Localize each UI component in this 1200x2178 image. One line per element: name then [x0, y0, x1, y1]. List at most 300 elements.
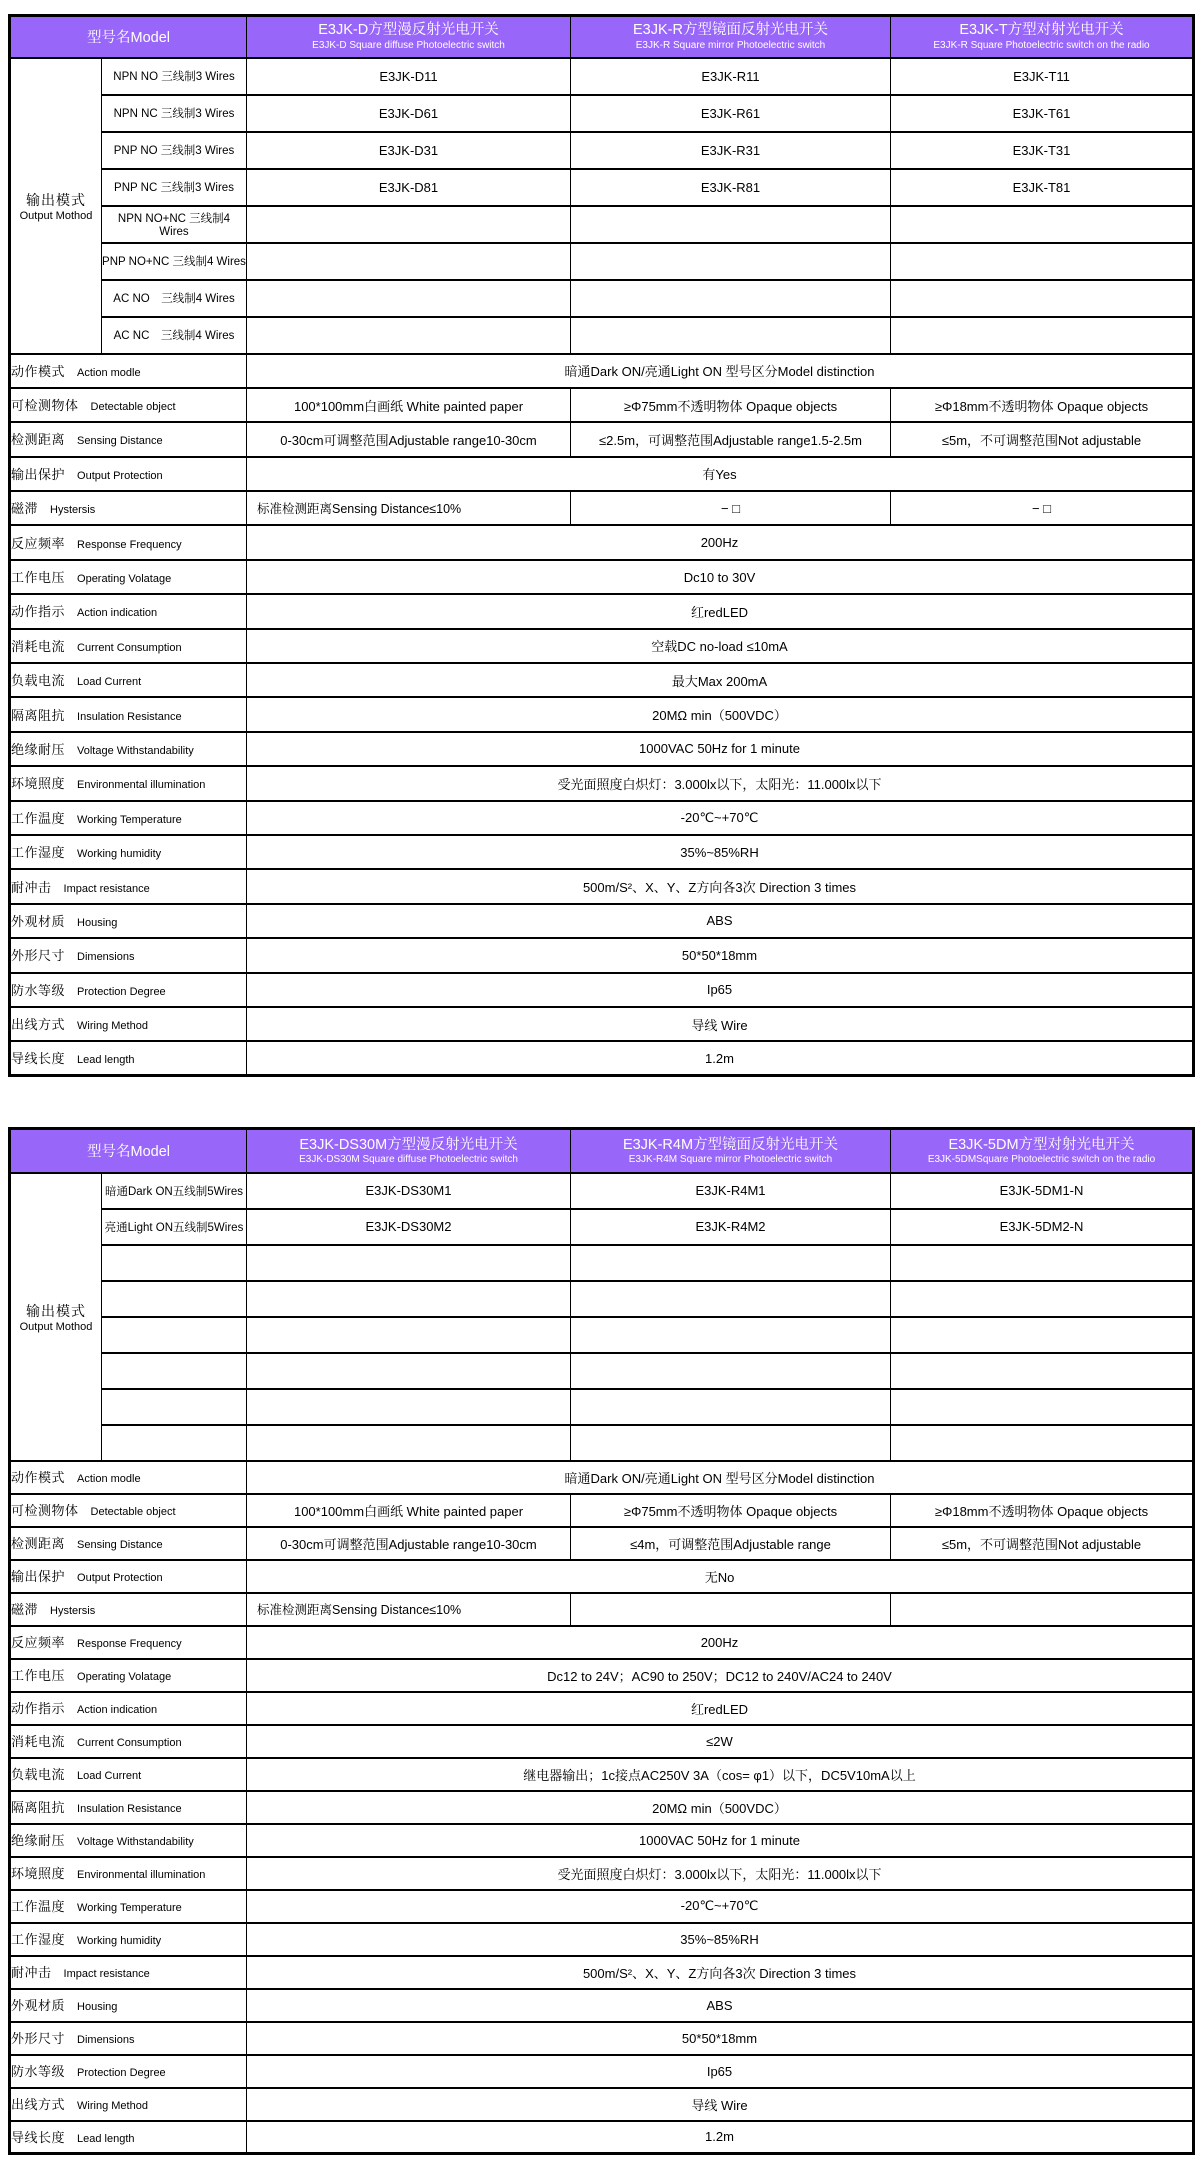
spec-label-zh: 绝缘耐压	[11, 1833, 66, 1849]
spec-row	[10, 938, 1194, 972]
column-title-zh: E3JK-5DM方型对射光电开关	[948, 1136, 1135, 1153]
spec-label-zh: 工作电压	[11, 570, 66, 586]
model-number-cell	[247, 206, 571, 243]
spec-label-zh: 负载电流	[11, 1767, 66, 1783]
model-number-cell	[247, 317, 571, 354]
spec-row	[10, 766, 1194, 800]
spec-label-zh: 检测距离	[11, 432, 66, 448]
output-mode-row	[10, 1317, 1194, 1353]
spec-value-cell: 最大Max 200mA	[247, 663, 1194, 697]
spec-label-cell	[10, 2088, 247, 2121]
spec-label-cell	[10, 869, 247, 903]
spec-row	[10, 869, 1194, 903]
spec-label-en: Working Temperature	[77, 813, 182, 826]
model-number-cell	[247, 1317, 571, 1353]
spec-label-en: Dimensions	[77, 951, 135, 964]
model-number-cell	[571, 1389, 891, 1425]
spec-value-cell: 200Hz	[247, 1626, 1194, 1659]
model-number-cell: E3JK-R61	[571, 95, 891, 132]
output-mode-group-cell	[10, 58, 102, 354]
model-number-cell: E3JK-T11	[891, 58, 1194, 95]
spec-label-en: Working Temperature	[77, 1902, 182, 1915]
spec-label-zh: 工作湿度	[11, 845, 66, 861]
column-title-en: E3JK-DS30M Square diffuse Photoelectric switch	[299, 1154, 518, 1166]
spec-value-cell: 空载DC no-load ≤10mA	[247, 629, 1194, 663]
spec-label-cell	[10, 491, 247, 525]
model-number-cell	[247, 243, 571, 280]
model-number-cell	[891, 1425, 1194, 1461]
spec-value-cell: -20℃~+70℃	[247, 801, 1194, 835]
output-mode-row	[10, 169, 1194, 206]
spec-label-zh: 磁滞	[11, 1602, 39, 1618]
model-number-cell: E3JK-5DM2-N	[891, 1209, 1194, 1245]
spec-label-cell	[10, 938, 247, 972]
spec-label-cell	[10, 1527, 247, 1560]
output-mode-row	[10, 1245, 1194, 1281]
spec-label-cell	[10, 801, 247, 835]
spec-row	[10, 1857, 1194, 1890]
model-number-cell: E3JK-R31	[571, 132, 891, 169]
spec-row	[10, 1791, 1194, 1824]
spec-value-cell: Ip65	[247, 973, 1194, 1007]
spec-label-en: Voltage Withstandability	[77, 1836, 194, 1849]
output-mode-row	[10, 280, 1194, 317]
output-mode-row	[10, 243, 1194, 280]
column-title-zh: E3JK-D方型漫反射光电开关	[318, 22, 499, 39]
spec-label-zh: 可检测物体	[11, 1503, 79, 1519]
spec-value-cell: Dc12 to 24V；AC90 to 250V；DC12 to 240V/AC24 to 240V	[247, 1659, 1194, 1692]
model-number-cell: E3JK-5DM1-N	[891, 1173, 1194, 1209]
spec-row	[10, 1593, 1194, 1626]
spec-label-zh: 可检测物体	[11, 398, 79, 414]
column-title-en: E3JK-R Square mirror Photoelectric switch	[635, 40, 826, 52]
spec-label-en: Lead length	[77, 1054, 135, 1067]
spec-label-en: Hystersis	[50, 1605, 96, 1618]
model-number-cell: E3JK-D11	[247, 58, 571, 95]
output-mode-row-label	[102, 1389, 247, 1425]
model-number-cell	[891, 1353, 1194, 1389]
output-mode-row-label: NPN NC 三线制3 Wires	[102, 95, 247, 132]
output-mode-row-label: 亮通Light ON五线制5Wires	[102, 1209, 247, 1245]
spec-value-cell: 50*50*18mm	[247, 2022, 1194, 2055]
spec-row	[10, 1725, 1194, 1758]
spec-row	[10, 1461, 1194, 1494]
spec-label-cell	[10, 1824, 247, 1857]
spec-label-zh: 动作指示	[11, 604, 66, 620]
spec-label-zh: 外观材质	[11, 1998, 66, 2014]
model-number-cell	[891, 280, 1194, 317]
model-number-cell: E3JK-D31	[247, 132, 571, 169]
spec-value-cell: 继电器输出；1c接点AC250V 3A（cos= φ1）以下，DC5V10mA以上	[247, 1758, 1194, 1791]
output-mode-row	[10, 1425, 1194, 1461]
spec-label-cell	[10, 1007, 247, 1041]
spec-label-cell	[10, 1725, 247, 1758]
model-number-cell	[571, 317, 891, 354]
spec-value-cell: 50*50*18mm	[247, 938, 1194, 972]
spec-label-en: Operating Volatage	[77, 1671, 172, 1684]
spec-label-cell	[10, 525, 247, 559]
spec-label-cell	[10, 766, 247, 800]
model-number-cell	[247, 1245, 571, 1281]
spec-label-cell	[10, 629, 247, 663]
output-mode-row	[10, 1209, 1194, 1245]
spec-label-zh: 外观材质	[11, 913, 66, 929]
spec-label-en: Sensing Distance	[77, 435, 163, 448]
model-number-cell	[891, 1245, 1194, 1281]
spec-value-cell: 20MΩ min（500VDC）	[247, 1791, 1194, 1824]
spec-label-zh: 输出保护	[11, 1569, 66, 1585]
spec-row	[10, 2055, 1194, 2088]
model-number-cell	[891, 206, 1194, 243]
spec-row	[10, 1989, 1194, 2022]
spec-row	[10, 1659, 1194, 1692]
spec-label-en: Response Frequency	[77, 1638, 182, 1651]
column-title-en: E3JK-D Square diffuse Photoelectric switch	[312, 40, 505, 52]
output-mode-row-label: PNP NO+NC 三线制4 Wires	[102, 243, 247, 280]
spec-label-zh: 防水等级	[11, 2064, 66, 2080]
spec-label-en: Load Current	[77, 676, 142, 689]
output-mode-row-label: NPN NO 三线制3 Wires	[102, 58, 247, 95]
model-number-cell: E3JK-D61	[247, 95, 571, 132]
product-column-header	[891, 1129, 1194, 1173]
output-mode-row-label: PNP NO 三线制3 Wires	[102, 132, 247, 169]
spec-label-en: Working humidity	[77, 1935, 162, 1948]
spec-label-cell	[10, 1791, 247, 1824]
spec-label-zh: 出线方式	[11, 1017, 66, 1033]
spec-row	[10, 594, 1194, 628]
spec-label-zh: 隔离阻抗	[11, 707, 66, 723]
spec-row	[10, 1923, 1194, 1956]
spec-label-cell	[10, 354, 247, 388]
product-column-header	[571, 1129, 891, 1173]
spec-row	[10, 525, 1194, 559]
spec-label-zh: 动作模式	[11, 1470, 66, 1486]
spec-label-cell	[10, 422, 247, 456]
column-title-zh: E3JK-R4M方型镜面反射光电开关	[622, 1136, 839, 1153]
spec-table	[8, 14, 1195, 1077]
spec-table-2-section	[8, 1077, 1192, 2175]
spec-label-cell	[10, 2022, 247, 2055]
spec-row	[10, 1527, 1194, 1560]
model-number-cell	[571, 1281, 891, 1317]
spec-value-cell: ≤2W	[247, 1725, 1194, 1758]
spec-value-cell: 有Yes	[247, 457, 1194, 491]
spec-label-zh: 导线长度	[11, 2129, 66, 2145]
spec-value-cell: 受光面照度白炽灯：3.000lx以下，太阳光：11.000lx以下	[247, 1857, 1194, 1890]
spec-value-cell: ≥Φ75mm不透明物体 Opaque objects	[571, 388, 891, 422]
output-mode-row-label: PNP NC 三线制3 Wires	[102, 169, 247, 206]
spec-value-cell: 标准检测距离Sensing Distance≤10%	[247, 1593, 571, 1626]
spec-value-cell: 1000VAC 50Hz for 1 minute	[247, 732, 1194, 766]
spec-label-en: Wiring Method	[77, 2100, 148, 2113]
model-number-cell: E3JK-DS30M1	[247, 1173, 571, 1209]
spec-label-cell	[10, 663, 247, 697]
spec-label-zh: 反应频率	[11, 1635, 66, 1651]
output-mode-row-label	[102, 1245, 247, 1281]
column-title-en: E3JK-5DMSquare Photoelectric switch on the radio	[927, 1154, 1156, 1166]
spec-row	[10, 1758, 1194, 1791]
model-number-cell: E3JK-T61	[891, 95, 1194, 132]
spec-row	[10, 697, 1194, 731]
spec-value-cell: 1.2m	[247, 1041, 1194, 1075]
spec-label-zh: 隔离阻抗	[11, 1800, 66, 1816]
spec-row	[10, 354, 1194, 388]
spec-row	[10, 1560, 1194, 1593]
spec-label-zh: 负载电流	[11, 673, 66, 689]
spec-row	[10, 1626, 1194, 1659]
spec-row	[10, 1890, 1194, 1923]
spec-label-en: Operating Volatage	[77, 573, 172, 586]
spec-row	[10, 1007, 1194, 1041]
spec-value-cell	[891, 1593, 1194, 1626]
spec-label-cell	[10, 1041, 247, 1075]
spec-table	[8, 1127, 1195, 2155]
spec-label-cell	[10, 2121, 247, 2154]
spec-row	[10, 801, 1194, 835]
spec-label-cell	[10, 1923, 247, 1956]
output-mode-row	[10, 132, 1194, 169]
spec-table-1-section	[8, 0, 1192, 1077]
spec-value-cell: − □	[571, 491, 891, 525]
output-mode-row	[10, 1389, 1194, 1425]
spec-value-cell: -20℃~+70℃	[247, 1890, 1194, 1923]
spec-value-cell: ABS	[247, 904, 1194, 938]
spec-label-zh: 动作模式	[11, 363, 66, 379]
spec-row	[10, 904, 1194, 938]
spec-value-cell: 20MΩ min（500VDC）	[247, 697, 1194, 731]
spec-label-cell	[10, 457, 247, 491]
spec-label-zh: 消耗电流	[11, 1734, 66, 1750]
product-column-header	[891, 16, 1194, 58]
model-number-cell	[571, 1425, 891, 1461]
spec-row	[10, 491, 1194, 525]
spec-value-cell: 红redLED	[247, 1692, 1194, 1725]
spec-value-cell: 0-30cm可调整范围Adjustable range10-30cm	[247, 422, 571, 456]
spec-label-en: Housing	[77, 916, 118, 929]
spec-label-en: Protection Degree	[77, 2067, 166, 2080]
spec-label-cell	[10, 560, 247, 594]
spec-label-zh: 消耗电流	[11, 638, 66, 654]
spec-label-en: Wiring Method	[77, 1020, 148, 1033]
spec-value-cell: 导线 Wire	[247, 2088, 1194, 2121]
spec-row	[10, 2022, 1194, 2055]
spec-row	[10, 973, 1194, 1007]
output-mode-row	[10, 58, 1194, 95]
spec-label-en: Working humidity	[77, 848, 162, 861]
spec-label-cell	[10, 1560, 247, 1593]
model-number-cell	[247, 1353, 571, 1389]
spec-value-cell: ≥Φ18mm不透明物体 Opaque objects	[891, 388, 1194, 422]
model-number-cell	[571, 1353, 891, 1389]
spec-label-en: Detectable object	[90, 401, 176, 414]
output-mode-label-zh: 输出模式	[26, 1302, 86, 1319]
spec-label-zh: 磁滞	[11, 501, 39, 517]
model-number-cell	[571, 1317, 891, 1353]
spec-row	[10, 1956, 1194, 1989]
output-mode-label-zh: 输出模式	[26, 191, 86, 208]
spec-label-cell	[10, 973, 247, 1007]
spec-label-cell	[10, 697, 247, 731]
spec-row	[10, 2088, 1194, 2121]
model-number-cell: E3JK-R81	[571, 169, 891, 206]
model-number-cell: E3JK-R4M2	[571, 1209, 891, 1245]
spec-row	[10, 732, 1194, 766]
spec-label-cell	[10, 1890, 247, 1923]
spec-label-zh: 检测距离	[11, 1536, 66, 1552]
column-title-en: E3JK-R Square Photoelectric switch on the radio	[933, 40, 1150, 52]
product-column-header	[247, 16, 571, 58]
model-number-cell	[247, 1389, 571, 1425]
spec-label-en: Action modle	[77, 1473, 141, 1486]
model-number-cell: E3JK-D81	[247, 169, 571, 206]
spec-value-cell: 1.2m	[247, 2121, 1194, 2154]
spec-label-en: Current Consumption	[77, 1737, 182, 1750]
spec-label-zh: 环境照度	[11, 776, 66, 792]
spec-label-zh: 工作温度	[11, 1899, 66, 1915]
spec-label-cell	[10, 1956, 247, 1989]
spec-value-cell: 100*100mm白画纸 White painted paper	[247, 388, 571, 422]
header-row	[10, 1129, 1194, 1173]
spec-value-cell: 500m/S²、X、Y、Z方向各3次 Direction 3 times	[247, 869, 1194, 903]
model-number-cell	[247, 280, 571, 317]
spec-value-cell: 无No	[247, 1560, 1194, 1593]
output-mode-row-label: NPN NO+NC 三线制4 Wires	[102, 206, 247, 243]
model-number-cell	[891, 1389, 1194, 1425]
spec-label-en: Detectable object	[90, 1506, 176, 1519]
spec-row	[10, 1494, 1194, 1527]
spec-value-cell: − □	[891, 491, 1194, 525]
spec-row	[10, 457, 1194, 491]
spec-label-zh: 外形尺寸	[11, 948, 66, 964]
spec-row	[10, 422, 1194, 456]
column-title-zh: E3JK-R方型镜面反射光电开关	[633, 22, 828, 39]
model-number-cell	[247, 1425, 571, 1461]
spec-value-cell: 导线 Wire	[247, 1007, 1194, 1041]
spec-label-en: Impact resistance	[63, 882, 150, 895]
spec-value-cell: Ip65	[247, 2055, 1194, 2088]
spec-value-cell: 0-30cm可调整范围Adjustable range10-30cm	[247, 1527, 571, 1560]
model-number-cell	[247, 1281, 571, 1317]
output-mode-row	[10, 206, 1194, 243]
spec-label-en: Output Protection	[77, 469, 163, 482]
output-mode-label-en: Output Mothod	[19, 1320, 93, 1333]
model-number-cell	[891, 243, 1194, 280]
spec-value-cell: ≤4m，可调整范围Adjustable range	[571, 1527, 891, 1560]
spec-row	[10, 2121, 1194, 2154]
column-title-zh: E3JK-DS30M方型漫反射光电开关	[299, 1136, 518, 1153]
product-column-header	[247, 1129, 571, 1173]
spec-label-cell	[10, 1659, 247, 1692]
model-number-cell	[571, 280, 891, 317]
spec-label-zh: 绝缘耐压	[11, 741, 66, 757]
spec-value-cell: 标准检测距离Sensing Distance≤10%	[247, 491, 571, 525]
spec-value-cell: 红redLED	[247, 594, 1194, 628]
spec-value-cell: 暗通Dark ON/亮通Light ON 型号区分Model distinction	[247, 354, 1194, 388]
spec-label-zh: 防水等级	[11, 982, 66, 998]
spec-label-en: Environmental illumination	[77, 779, 206, 792]
output-mode-group-cell	[10, 1173, 102, 1461]
spec-label-en: Output Protection	[77, 1572, 163, 1585]
spec-label-zh: 耐冲击	[11, 879, 52, 895]
spec-label-cell	[10, 388, 247, 422]
model-number-cell	[891, 1317, 1194, 1353]
spec-value-cell: ≥Φ75mm不透明物体 Opaque objects	[571, 1494, 891, 1527]
spec-label-cell	[10, 594, 247, 628]
spec-label-en: Action indication	[77, 607, 158, 620]
output-mode-row-label	[102, 1425, 247, 1461]
spec-label-en: Response Frequency	[77, 538, 182, 551]
spec-label-zh: 工作电压	[11, 1668, 66, 1684]
column-title-zh: E3JK-T方型对射光电开关	[959, 22, 1124, 39]
spec-label-cell	[10, 1989, 247, 2022]
spec-label-cell	[10, 1692, 247, 1725]
spec-value-cell: ≥Φ18mm不透明物体 Opaque objects	[891, 1494, 1194, 1527]
spec-label-en: Environmental illumination	[77, 1869, 206, 1882]
spec-label-cell	[10, 1461, 247, 1494]
spec-label-cell	[10, 835, 247, 869]
model-number-cell: E3JK-R4M1	[571, 1173, 891, 1209]
spec-label-en: Sensing Distance	[77, 1539, 163, 1552]
output-mode-label-en: Output Mothod	[19, 209, 93, 222]
spec-label-zh: 耐冲击	[11, 1965, 52, 1981]
spec-value-cell: ≤5m，不可调整范围Not adjustable	[891, 1527, 1194, 1560]
spec-label-zh: 反应频率	[11, 535, 66, 551]
spec-label-zh: 导线长度	[11, 1051, 66, 1067]
spec-label-zh: 输出保护	[11, 466, 66, 482]
spec-row	[10, 1692, 1194, 1725]
output-mode-row	[10, 1173, 1194, 1209]
spec-label-cell	[10, 904, 247, 938]
output-mode-row-label	[102, 1353, 247, 1389]
model-number-cell: E3JK-R11	[571, 58, 891, 95]
spec-label-cell	[10, 2055, 247, 2088]
spec-label-zh: 工作温度	[11, 810, 66, 826]
spec-row	[10, 1041, 1194, 1075]
model-header-cell: 型号名Model	[10, 16, 247, 58]
spec-value-cell: ≤2.5m，可调整范围Adjustable range1.5-2.5m	[571, 422, 891, 456]
spec-row	[10, 1824, 1194, 1857]
model-number-cell: E3JK-T81	[891, 169, 1194, 206]
output-mode-row-label: AC NC 三线制4 Wires	[102, 317, 247, 354]
spec-label-zh: 动作指示	[11, 1701, 66, 1717]
spec-row	[10, 388, 1194, 422]
spec-label-zh: 工作湿度	[11, 1932, 66, 1948]
model-number-cell: E3JK-T31	[891, 132, 1194, 169]
spec-label-en: Action modle	[77, 366, 141, 379]
spec-label-en: Action indication	[77, 1704, 158, 1717]
spec-value-cell: 100*100mm白画纸 White painted paper	[247, 1494, 571, 1527]
spec-label-cell	[10, 732, 247, 766]
spec-label-en: Protection Degree	[77, 985, 166, 998]
model-header-cell: 型号名Model	[10, 1129, 247, 1173]
output-mode-row-label: AC NO 三线制4 Wires	[102, 280, 247, 317]
model-number-cell	[891, 1281, 1194, 1317]
output-mode-row-label	[102, 1317, 247, 1353]
spec-label-en: Load Current	[77, 1770, 142, 1783]
spec-label-cell	[10, 1857, 247, 1890]
product-column-header	[571, 16, 891, 58]
spec-label-zh: 环境照度	[11, 1866, 66, 1882]
spec-value-cell	[571, 1593, 891, 1626]
spec-value-cell: 1000VAC 50Hz for 1 minute	[247, 1824, 1194, 1857]
spec-row	[10, 835, 1194, 869]
model-number-cell	[571, 243, 891, 280]
spec-value-cell: 受光面照度白炽灯：3.000lx以下，太阳光：11.000lx以下	[247, 766, 1194, 800]
spec-value-cell: 35%~85%RH	[247, 1923, 1194, 1956]
spec-label-cell	[10, 1593, 247, 1626]
header-row	[10, 16, 1194, 58]
output-mode-row	[10, 317, 1194, 354]
